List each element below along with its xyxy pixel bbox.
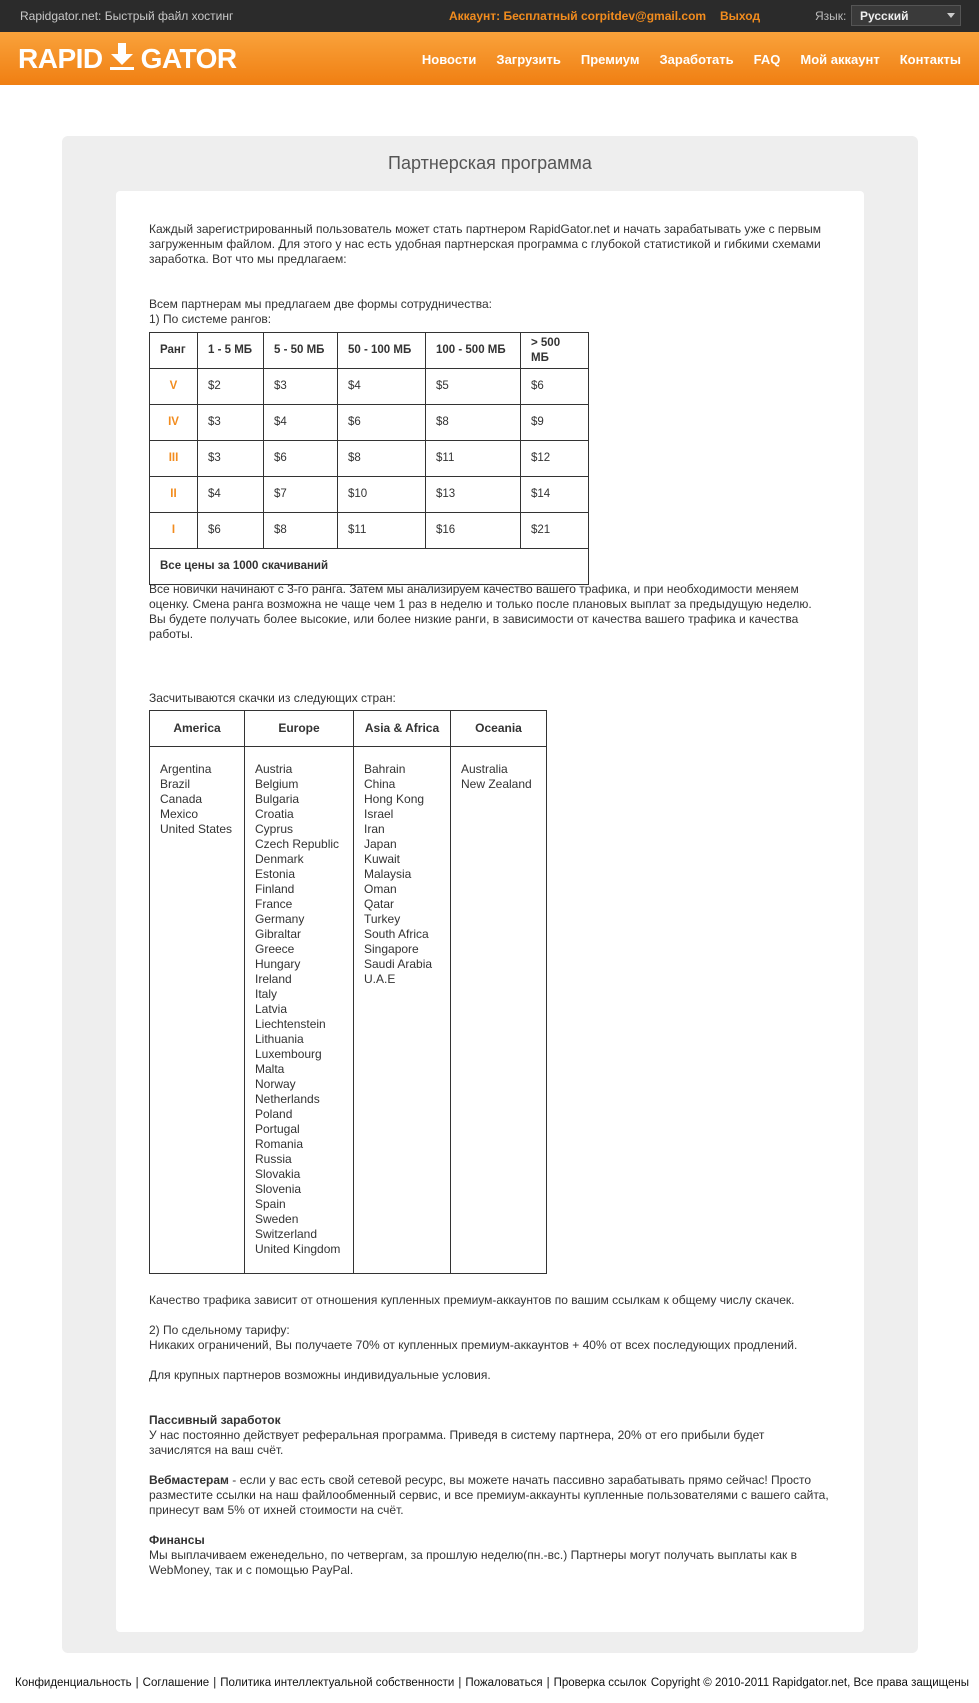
list-item: New Zealand [461,777,532,791]
countries-header-asia-africa: Asia & Africa [354,711,451,747]
header [0,32,979,85]
logo-text-left: RAPID [18,43,103,74]
list-item: Finland [255,882,295,896]
list-item: Russia [255,1152,292,1166]
rank-cell: II [150,477,198,513]
footer-links [15,1677,646,1689]
price-cell: $16 [426,513,521,549]
passive-text: У нас постоянно действует реферальная программа. Приведя в систему партнера, 20% от его прибыли будет зачислятся на ваш счёт. [149,1428,765,1457]
page-title: Партнерская программа [388,153,592,173]
rank-header-col2: 5 - 50 МБ [264,333,338,369]
newcomers-text: Все новички начинают с 3-го ранга. Затем мы анализируем качество вашего трафика, и при необходимости меняем оценку. Смена ранга возможна не чаще чем 1 раз в неделю и только после плановых выплат за предыдущую неделю. Вы будете получать более высокие, или более низкие ранги, в зависимости от качества вашего трафика и качества работы. [149,582,812,641]
language-select-value: Русский [860,9,909,23]
footer-link-ip-policy[interactable]: Политика интеллектуальной собственности [220,1677,455,1689]
list-item: Austria [255,762,293,776]
list-item: United States [160,822,233,836]
price-cell: $3 [198,441,264,477]
passive-title: Пассивный заработок [149,1413,281,1427]
list-item: Estonia [255,867,296,881]
list-item: Canada [160,792,203,806]
price-cell: $8 [264,513,338,549]
price-cell: $6 [521,369,589,405]
top-bar [0,0,979,32]
footer-separator: | [135,1677,139,1689]
list-item: Denmark [255,852,304,866]
list-item: Cyprus [255,822,294,836]
list-item: Latvia [255,1002,288,1016]
logo-text-right: GATOR [140,43,237,74]
list-item: Oman [364,882,397,896]
footer-separator: | [546,1677,550,1689]
countries-list-america [150,747,245,1274]
list-item: U.A.E [364,972,396,986]
list-item: China [364,777,396,791]
footer-separator: | [213,1677,217,1689]
countries-intro: Засчитываются скачки из следующих стран: [149,691,396,705]
list-item: Iran [364,822,385,836]
list-item: Greece [255,942,295,956]
nav-faq[interactable]: FAQ [753,52,781,67]
countries-row [150,747,547,1274]
list-item: Liechtenstein [255,1017,326,1031]
rank-cell: III [150,441,198,477]
countries-header-america: America [150,711,245,747]
list-item: Kuwait [364,852,401,866]
forms-line-2: 1) По системе рангов: [149,312,272,326]
countries-table [149,710,547,1274]
list-item: Slovakia [255,1167,301,1181]
logout-link[interactable]: Выход [720,9,761,23]
list-item: Mexico [160,807,199,821]
main-panel [62,136,918,1653]
list-item: Slovenia [255,1182,302,1196]
table-row [150,405,589,441]
list-item: Malta [255,1062,285,1076]
chevron-down-icon [947,13,955,18]
list-item: South Africa [364,927,429,941]
webmasters-title: Вебмастерам [149,1473,229,1487]
countries-list-oceania [451,747,547,1274]
large-partners-text: Для крупных партнеров возможны индивидуальные условия. [149,1368,491,1382]
footer-link-agreement[interactable]: Соглашение [142,1677,210,1689]
list-item: Spain [255,1197,286,1211]
footer-link-link-checker[interactable]: Проверка ссылок [553,1677,647,1689]
footer-separator: | [458,1677,462,1689]
list-item: Italy [255,987,278,1001]
list-item: Bahrain [364,762,406,776]
list-item: Japan [364,837,397,851]
list-item: Poland [255,1107,293,1121]
list-item: Lithuania [255,1032,304,1046]
price-cell: $9 [521,405,589,441]
list-item: Switzerland [255,1227,318,1241]
intro-text: Каждый зарегистрированный пользователь может стать партнером RapidGator.net и начать зарабатывать уже с первым загруженным файлом. Для этого у нас есть удобная партнерская программа с глубокой статистикой и гибкими схемами заработка. Вот что мы предлагаем: [149,222,822,266]
price-cell: $13 [426,477,521,513]
rank-header-col5: > 500 МБ [521,333,589,369]
list-item: France [255,897,293,911]
price-cell: $6 [338,405,426,441]
forms-line-1: Всем партнерам мы предлагаем две формы сотрудничества: [149,297,492,311]
list-item: Belgium [255,777,299,791]
price-cell: $8 [338,441,426,477]
webmasters-text: - если у вас есть свой сетевой ресурс, вы можете начать пассивно зарабатывать прямо сейчас! Просто разместите ссылки на наш файлообменный сервис, и все премиум-аккаунты купленные пользователями с вашего сайта, принесут вам 5% от ихней стоимости на счёт. [149,1473,829,1517]
rank-table [149,332,589,585]
traffic-quality-text: Качество трафика зависит от отношения купленных премиум-аккаунтов по вашим ссылкам к общему числу скачек. [149,1293,795,1307]
list-item: Singapore [364,942,419,956]
nav-contacts[interactable]: Контакты [899,52,961,67]
list-item: Brazil [160,777,191,791]
price-cell: $21 [521,513,589,549]
list-item: Croatia [255,807,294,821]
countries-list-europe [245,747,354,1274]
rank-header-col4: 100 - 500 МБ [426,333,521,369]
list-item: Czech Republic [255,837,340,851]
price-cell: $11 [426,441,521,477]
account-type-link[interactable]: Аккаунт: Бесплатный [449,9,578,23]
table-row [150,477,589,513]
rank-header-col3: 50 - 100 МБ [338,333,426,369]
rank-table-note: Все цены за 1000 скачиваний [150,549,589,585]
nav-earn[interactable]: Заработать [659,52,734,67]
price-cell: $7 [264,477,338,513]
list-item: Sweden [255,1212,299,1226]
price-cell: $3 [264,369,338,405]
list-item: United Kingdom [255,1242,341,1256]
list-item: Saudi Arabia [364,957,433,971]
piecework-text: Никаких ограничений, Вы получаете 70% от купленных премиум-аккаунтов + 40% от всех последующих продлений. [149,1338,798,1352]
list-item: Turkey [364,912,401,926]
price-cell: $4 [338,369,426,405]
list-item: Ireland [255,972,292,986]
countries-header-europe: Europe [245,711,354,747]
countries-header [150,711,547,747]
list-item: Germany [255,912,305,926]
price-cell: $14 [521,477,589,513]
language-select[interactable] [851,5,961,26]
footer-link-privacy[interactable]: Конфиденциальность [15,1677,132,1689]
rank-cell: I [150,513,198,549]
table-row [150,513,589,549]
finance-text: Мы выплачиваем еженедельно, по четвергам, за прошлую неделю(пн.-вс.) Партнеры могут получать выплаты как в WebMoney, так и с помощью PayPal. [149,1548,798,1577]
rank-header-rank: Ранг [150,333,198,369]
piecework-title: 2) По сдельному тарифу: [149,1323,290,1337]
list-item: Luxembourg [255,1047,322,1061]
list-item: Israel [364,807,394,821]
price-cell: $10 [338,477,426,513]
footer-link-report[interactable]: Пожаловаться [465,1677,543,1689]
list-item: Bulgaria [255,792,300,806]
nav-premium[interactable]: Премиум [580,52,640,67]
main-nav [402,52,961,67]
price-cell: $8 [426,405,521,441]
list-item: Australia [461,762,508,776]
price-cell: $3 [198,405,264,441]
site-title: Rapidgator.net: Быстрый файл хостинг [20,9,234,23]
list-item: Malaysia [364,867,412,881]
price-cell: $12 [521,441,589,477]
finance-title: Финансы [149,1533,205,1547]
list-item: Portugal [255,1122,300,1136]
list-item: Argentina [160,762,212,776]
rank-cell: IV [150,405,198,441]
price-cell: $2 [198,369,264,405]
webmasters-paragraph [149,1473,829,1518]
table-row [150,441,589,477]
rank-header-col1: 1 - 5 МБ [198,333,264,369]
price-cell: $6 [264,441,338,477]
logo[interactable] [18,43,237,75]
nav-upload[interactable]: Загрузить [496,52,561,67]
copyright: Copyright © 2010-2011 Rapidgator.net, Все права защищены [650,1677,969,1689]
price-cell: $6 [198,513,264,549]
account-email-link[interactable]: corpitdev@gmail.com [581,9,707,23]
price-cell: $4 [264,405,338,441]
download-arrow-icon [109,41,135,78]
list-item: Netherlands [255,1092,320,1106]
list-item: Hungary [255,957,301,971]
countries-list-asia-africa [354,747,451,1274]
price-cell: $11 [338,513,426,549]
list-item: Qatar [364,897,395,911]
price-cell: $4 [198,477,264,513]
rank-table-header [150,333,589,369]
table-row [150,369,589,405]
table-row [150,549,589,585]
content-box [116,191,864,1632]
list-item: Gibraltar [255,927,302,941]
nav-news[interactable]: Новости [421,52,477,67]
list-item: Romania [255,1137,304,1151]
list-item: Hong Kong [364,792,425,806]
language-label: Язык: [815,9,847,23]
list-item: Norway [255,1077,296,1091]
countries-header-oceania: Oceania [451,711,547,747]
nav-my-account[interactable]: Мой аккаунт [800,52,880,67]
rank-cell: V [150,369,198,405]
price-cell: $5 [426,369,521,405]
